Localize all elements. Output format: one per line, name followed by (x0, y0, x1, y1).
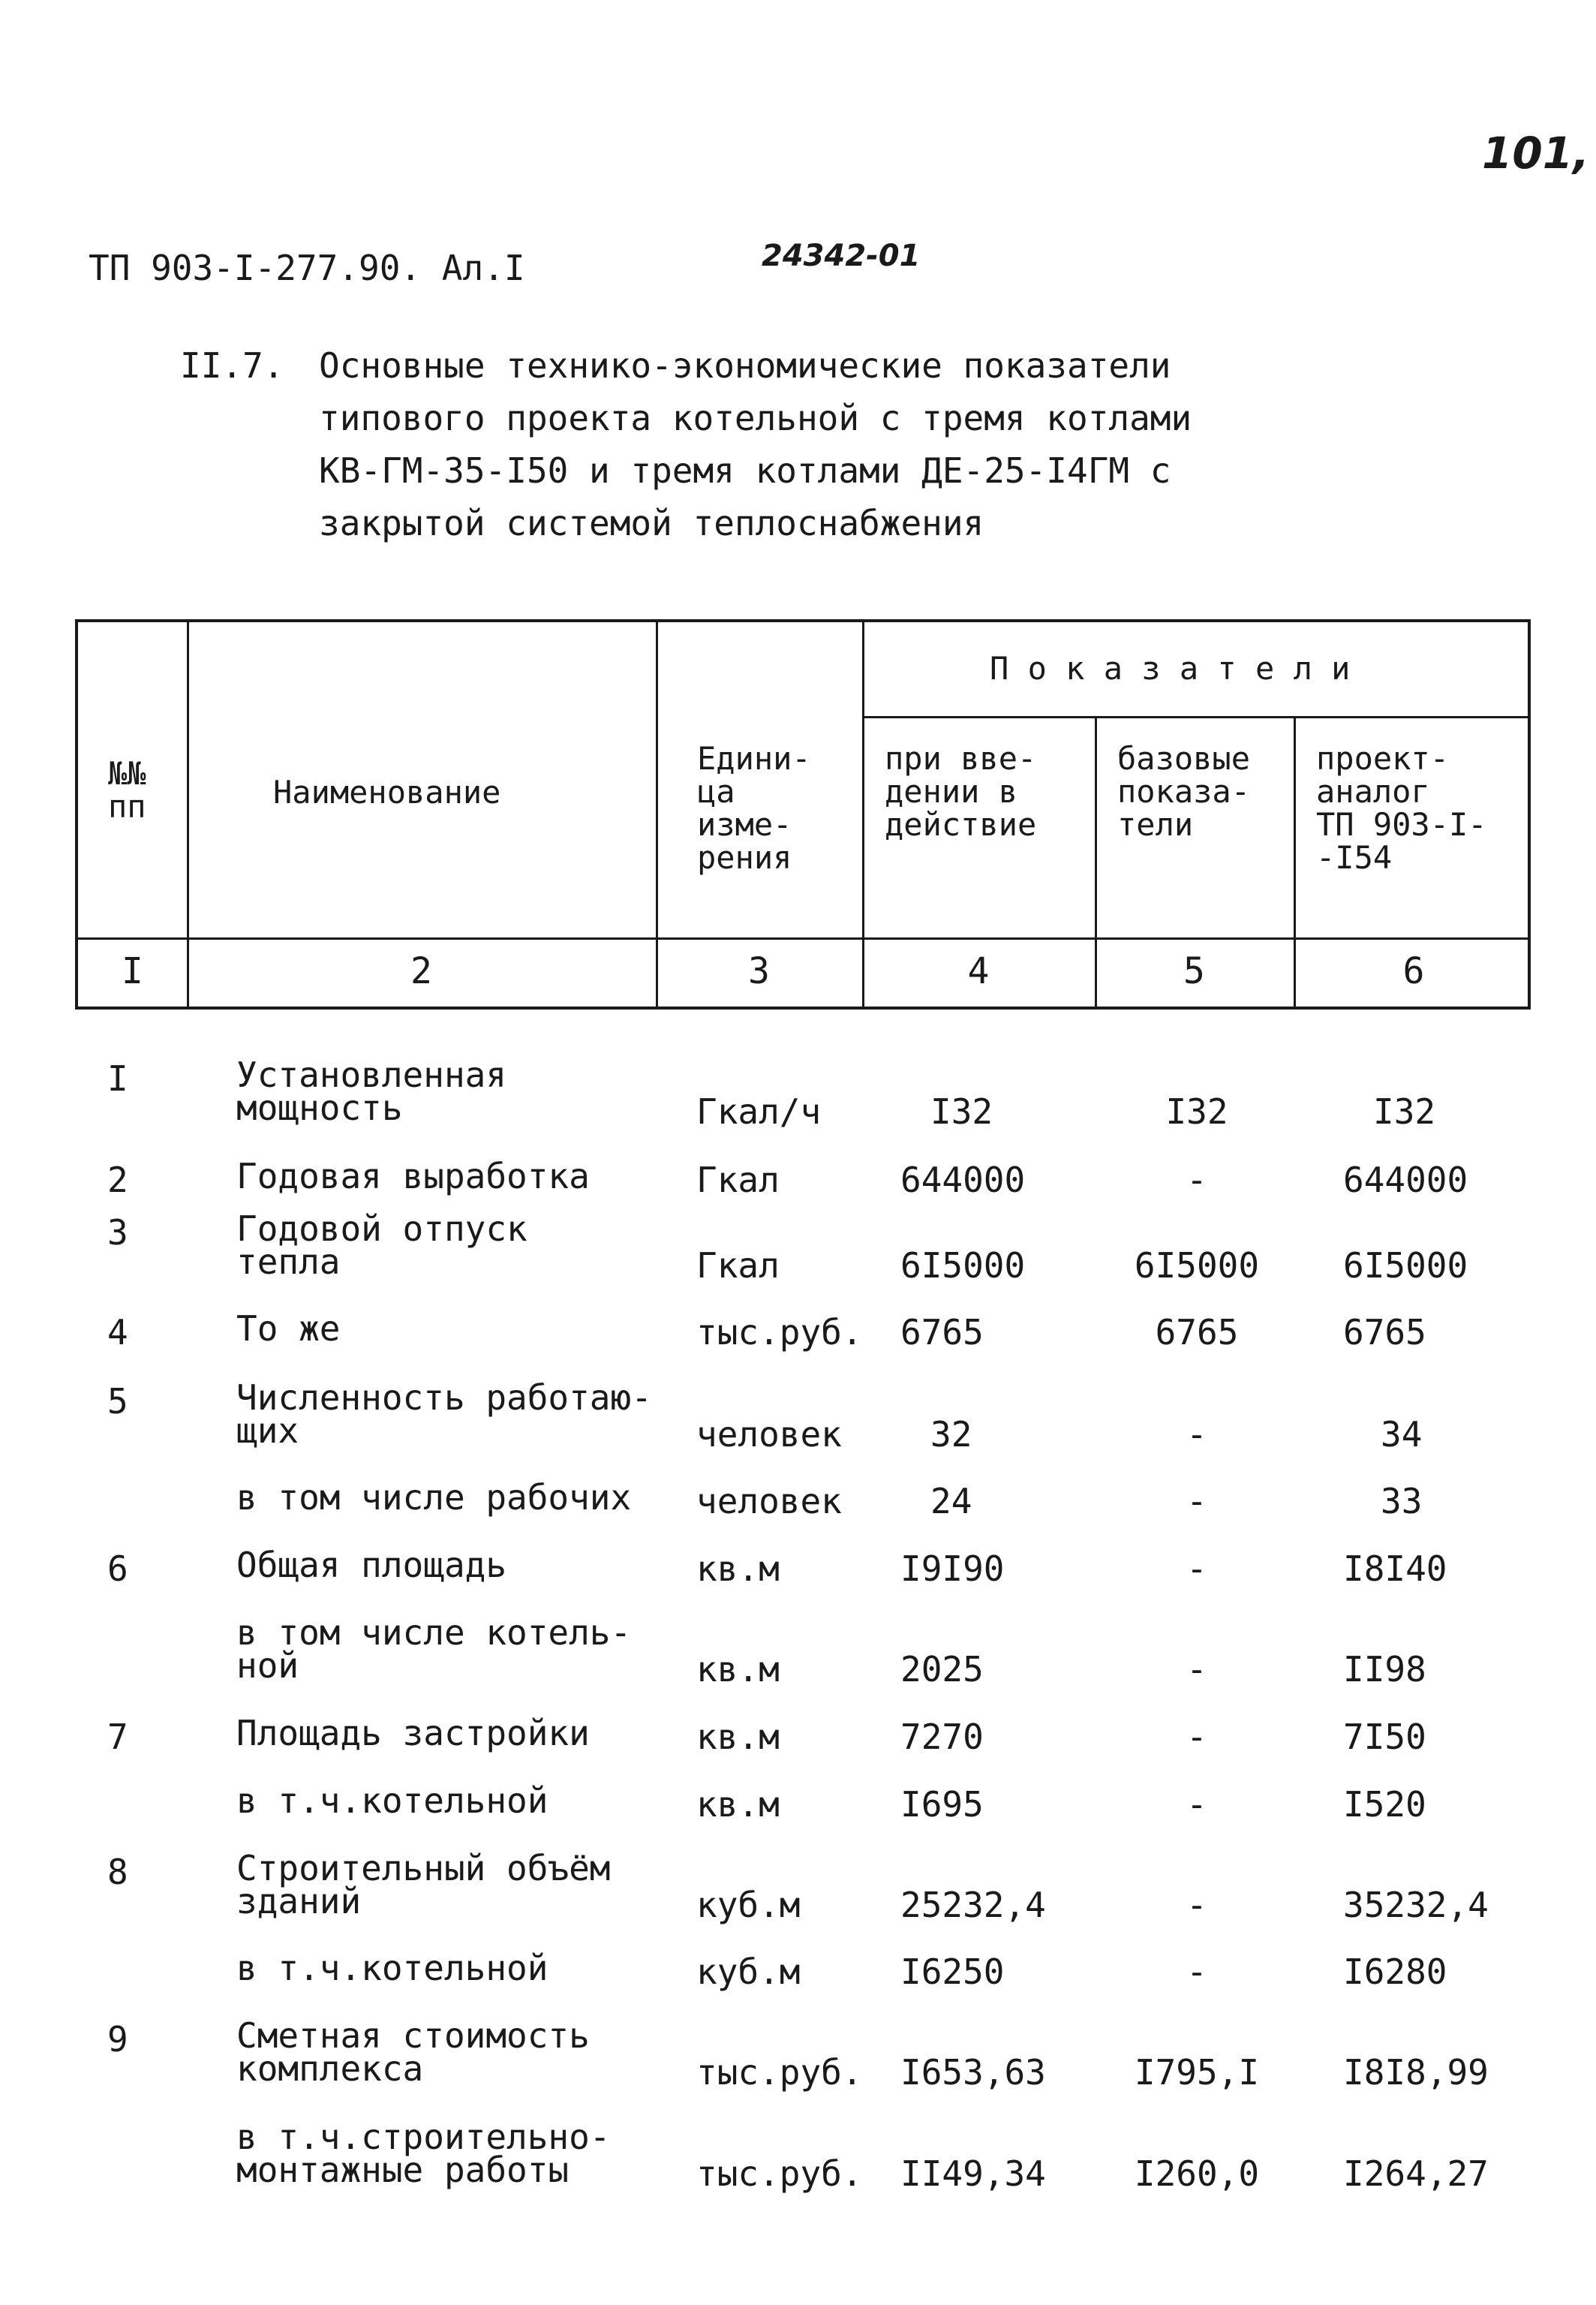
row-number: 9 (107, 2019, 128, 2060)
row-value-4: 644000 (900, 1160, 1026, 1200)
row-unit: Гкал (696, 1160, 780, 1200)
row-number: 3 (107, 1212, 128, 1253)
row-name: Сметная стоимость комплекса (236, 2015, 590, 2089)
column-number: 3 (748, 950, 770, 992)
page-number: 101, (1482, 128, 1590, 179)
row-value-6: 6765 (1343, 1312, 1426, 1353)
section-title-line: типового проекта котельной с тремя котлами (319, 398, 1192, 438)
row-value-6: I520 (1343, 1784, 1426, 1825)
section-title-line: Основные технико-экономические показатели (319, 345, 1171, 386)
row-unit: человек (696, 1481, 842, 1521)
row-value-4: I32 (930, 1091, 993, 1132)
row-value-5: - (1186, 1784, 1207, 1825)
row-unit: тыс.руб. (696, 1312, 863, 1353)
section-number: II.7. (180, 345, 284, 386)
header-col6: проект- аналог ТП 903-I- -I54 (1316, 740, 1487, 876)
row-value-6: 33 (1381, 1481, 1423, 1521)
row-unit: тыс.руб. (696, 2052, 863, 2093)
row-number: I (107, 1058, 128, 1099)
row-value-5: - (1186, 1717, 1207, 1757)
row-value-6: I8I40 (1343, 1548, 1447, 1589)
row-number: 5 (107, 1381, 128, 1422)
row-value-6: I6280 (1343, 1951, 1447, 1992)
header-name: Наименование (273, 774, 501, 811)
row-value-5: I795,I (1134, 2052, 1260, 2093)
row-unit: кв.м (696, 1717, 780, 1757)
row-name: Годовая выработка (236, 1156, 590, 1196)
row-name: в том числе рабочих (236, 1477, 632, 1518)
row-value-5: - (1186, 1414, 1207, 1455)
row-value-4: 6765 (900, 1312, 984, 1353)
row-value-4: 32 (930, 1414, 972, 1455)
row-value-5: - (1186, 1481, 1207, 1521)
row-value-4: 6I5000 (900, 1245, 1026, 1286)
row-name: в том числе котель- ной (236, 1612, 632, 1686)
row-name: Площадь застройки (236, 1713, 590, 1753)
row-value-4: I9I90 (900, 1548, 1005, 1589)
column-number: 4 (967, 950, 990, 992)
column-divider (656, 622, 658, 1007)
row-value-4: II49,34 (900, 2153, 1046, 2194)
row-value-5: I32 (1165, 1091, 1228, 1132)
row-value-6: 6I5000 (1343, 1245, 1468, 1286)
row-value-4: 25232,4 (900, 1885, 1046, 1925)
header-num: №№ пп (108, 755, 146, 825)
row-name: Годовой отпуск тепла (236, 1208, 527, 1282)
header-group: П о к а з а т е л и (990, 650, 1351, 687)
row-value-5: 6I5000 (1134, 1245, 1260, 1286)
row-name: в т.ч.котельной (236, 1780, 549, 1821)
row-unit: кв.м (696, 1649, 780, 1690)
row-number: 7 (107, 1717, 128, 1757)
inventory-number: 24342-01 (762, 239, 921, 273)
section-title-line: КВ-ГМ-35-I50 и тремя котлами ДЕ-25-I4ГМ с (319, 450, 1171, 491)
row-name: в т.ч.котельной (236, 1948, 549, 1988)
row-value-6: 35232,4 (1343, 1885, 1489, 1925)
header-divider (78, 937, 1528, 940)
row-value-6: 34 (1381, 1414, 1423, 1455)
row-value-5: 6765 (1155, 1312, 1239, 1353)
header-unit: Едини- ца изме- рения (697, 740, 811, 876)
row-value-6: 7I50 (1343, 1717, 1426, 1757)
row-number: 4 (107, 1312, 128, 1353)
row-value-6: II98 (1343, 1649, 1426, 1690)
section-title-line: закрытой системой теплоснабжения (319, 503, 984, 543)
column-number: 5 (1183, 950, 1205, 992)
row-value-6: 644000 (1343, 1160, 1468, 1200)
row-unit: куб.м (696, 1951, 801, 1992)
row-unit: кв.м (696, 1784, 780, 1825)
column-number: 2 (410, 950, 432, 992)
row-value-4: I6250 (900, 1951, 1005, 1992)
row-value-6: I264,27 (1343, 2153, 1489, 2194)
row-value-4: 2025 (900, 1649, 984, 1690)
row-name: Строительный объём зданий (236, 1848, 611, 1921)
row-unit: человек (696, 1414, 842, 1455)
row-value-4: I695 (900, 1784, 984, 1825)
row-unit: Гкал (696, 1245, 780, 1286)
row-name: То же (236, 1308, 341, 1349)
row-unit: кв.м (696, 1548, 780, 1589)
row-value-6: I8I8,99 (1343, 2052, 1489, 2093)
row-value-4: I653,63 (900, 2052, 1046, 2093)
row-value-5: - (1186, 1548, 1207, 1589)
column-divider (862, 622, 864, 1007)
header-col4: при вве- дении в действие (885, 740, 1037, 843)
row-number: 8 (107, 1852, 128, 1892)
document-code: ТП 903-I-277.90. Ал.I (89, 248, 525, 288)
row-value-5: I260,0 (1134, 2153, 1260, 2194)
row-unit: Гкал/ч (696, 1091, 822, 1132)
row-value-6: I32 (1373, 1091, 1436, 1132)
row-name: Установленная мощность (236, 1055, 507, 1128)
group-underline (862, 716, 1528, 718)
row-name: Численность работаю- щих (236, 1377, 652, 1451)
row-value-5: - (1186, 1951, 1207, 1992)
row-value-4: 24 (930, 1481, 972, 1521)
row-value-4: 7270 (900, 1717, 984, 1757)
table-header (75, 619, 1531, 1010)
row-value-5: - (1186, 1649, 1207, 1690)
column-divider (187, 622, 189, 1007)
column-number: I (122, 950, 143, 992)
row-number: 6 (107, 1548, 128, 1589)
row-unit: куб.м (696, 1885, 801, 1925)
row-number: 2 (107, 1160, 128, 1200)
row-value-5: - (1186, 1885, 1207, 1925)
row-name: в т.ч.строительно- монтажные работы (236, 2117, 611, 2190)
column-number: 6 (1402, 950, 1425, 992)
header-col5: базовые показа- тели (1117, 740, 1251, 843)
row-name: Общая площадь (236, 1545, 507, 1585)
row-value-5: - (1186, 1160, 1207, 1200)
row-unit: тыс.руб. (696, 2153, 863, 2194)
